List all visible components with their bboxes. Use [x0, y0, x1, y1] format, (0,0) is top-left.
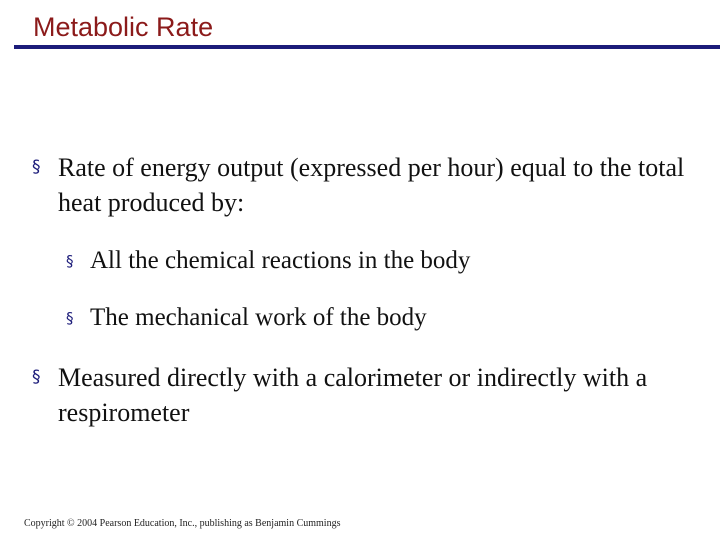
bullet-text: Measured directly with a calorimeter or indirectly with a respirometer — [58, 363, 648, 427]
bullet-measurement — [32, 360, 692, 430]
sub-bullet-mechanical-work — [66, 303, 686, 333]
bullet-marker-icon: § — [32, 367, 41, 387]
bullet-energy-output — [32, 150, 692, 220]
slide-title: Metabolic Rate — [33, 12, 214, 42]
title-underline — [14, 45, 720, 49]
copyright-notice: Copyright © 2004 Pearson Education, Inc., publishing as Benjamin Cummings — [24, 518, 341, 529]
bullet-marker-icon: § — [66, 252, 74, 270]
bullet-text: All the chemical reactions in the body — [90, 247, 471, 274]
bullet-text: The mechanical work of the body — [90, 304, 427, 331]
sub-bullet-chemical-reactions — [66, 246, 686, 276]
bullet-marker-icon: § — [66, 309, 74, 327]
bullet-marker-icon: § — [32, 157, 41, 177]
bullet-text: Rate of energy output (expressed per hour) equal to the total heat produced by: — [58, 153, 685, 217]
